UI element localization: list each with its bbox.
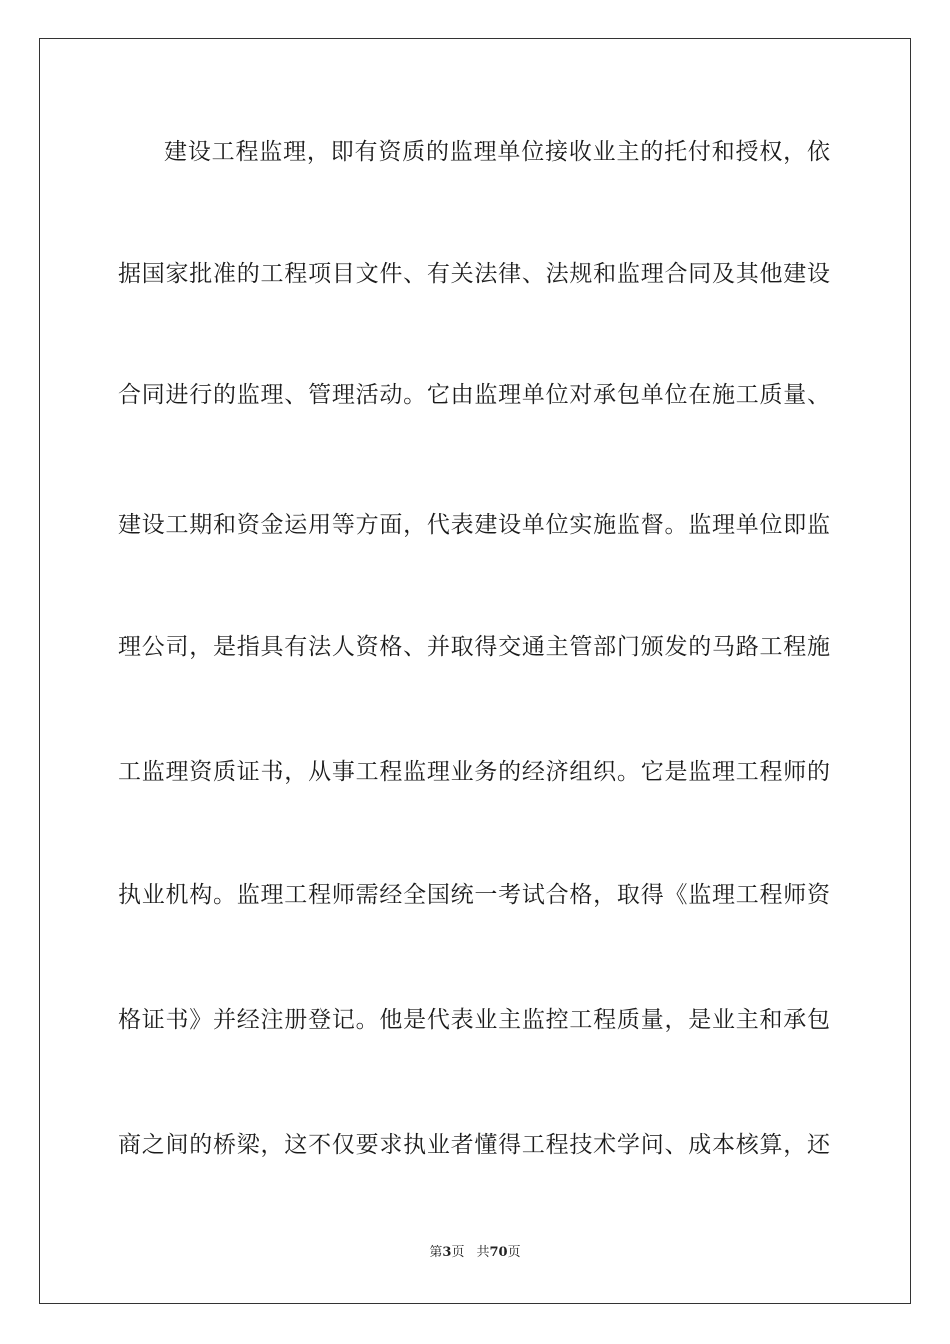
footer-total-pages: 70 (489, 1245, 508, 1260)
page-border (39, 38, 911, 1304)
footer-page-suffix: 页 (451, 1245, 465, 1260)
paragraph-line-8: 格证书》并经注册登记。他是代表业主监控工程质量，是业主和承包 (118, 1007, 830, 1033)
paragraph-line-5: 理公司，是指具有法人资格、并取得交通主管部门颁发的马路工程施 (118, 634, 830, 660)
paragraph-line-1: 建设工程监理，即有资质的监理单位接收业主的托付和授权，依 (164, 139, 830, 165)
paragraph-line-6: 工监理资质证书，从事工程监理业务的经济组织。它是监理工程师的 (118, 759, 830, 785)
paragraph-line-4: 建设工期和资金运用等方面，代表建设单位实施监督。监理单位即监 (118, 512, 830, 538)
paragraph-line-7: 执业机构。监理工程师需经全国统一考试合格，取得《监理工程师资 (118, 882, 830, 908)
paragraph-line-2: 据国家批准的工程项目文件、有关法律、法规和监理合同及其他建设 (118, 261, 830, 287)
footer-total-suffix: 页 (507, 1245, 521, 1260)
footer-total-prefix: 共 (476, 1245, 490, 1260)
footer-page-prefix: 第 (429, 1245, 443, 1260)
paragraph-line-9: 商之间的桥梁，这不仅要求执业者懂得工程技术学问、成本核算，还 (118, 1132, 830, 1158)
page-footer (0, 1244, 950, 1262)
paragraph-line-3: 合同进行的监理、管理活动。它由监理单位对承包单位在施工质量、 (118, 382, 830, 408)
footer-page-number: 3 (442, 1245, 452, 1260)
